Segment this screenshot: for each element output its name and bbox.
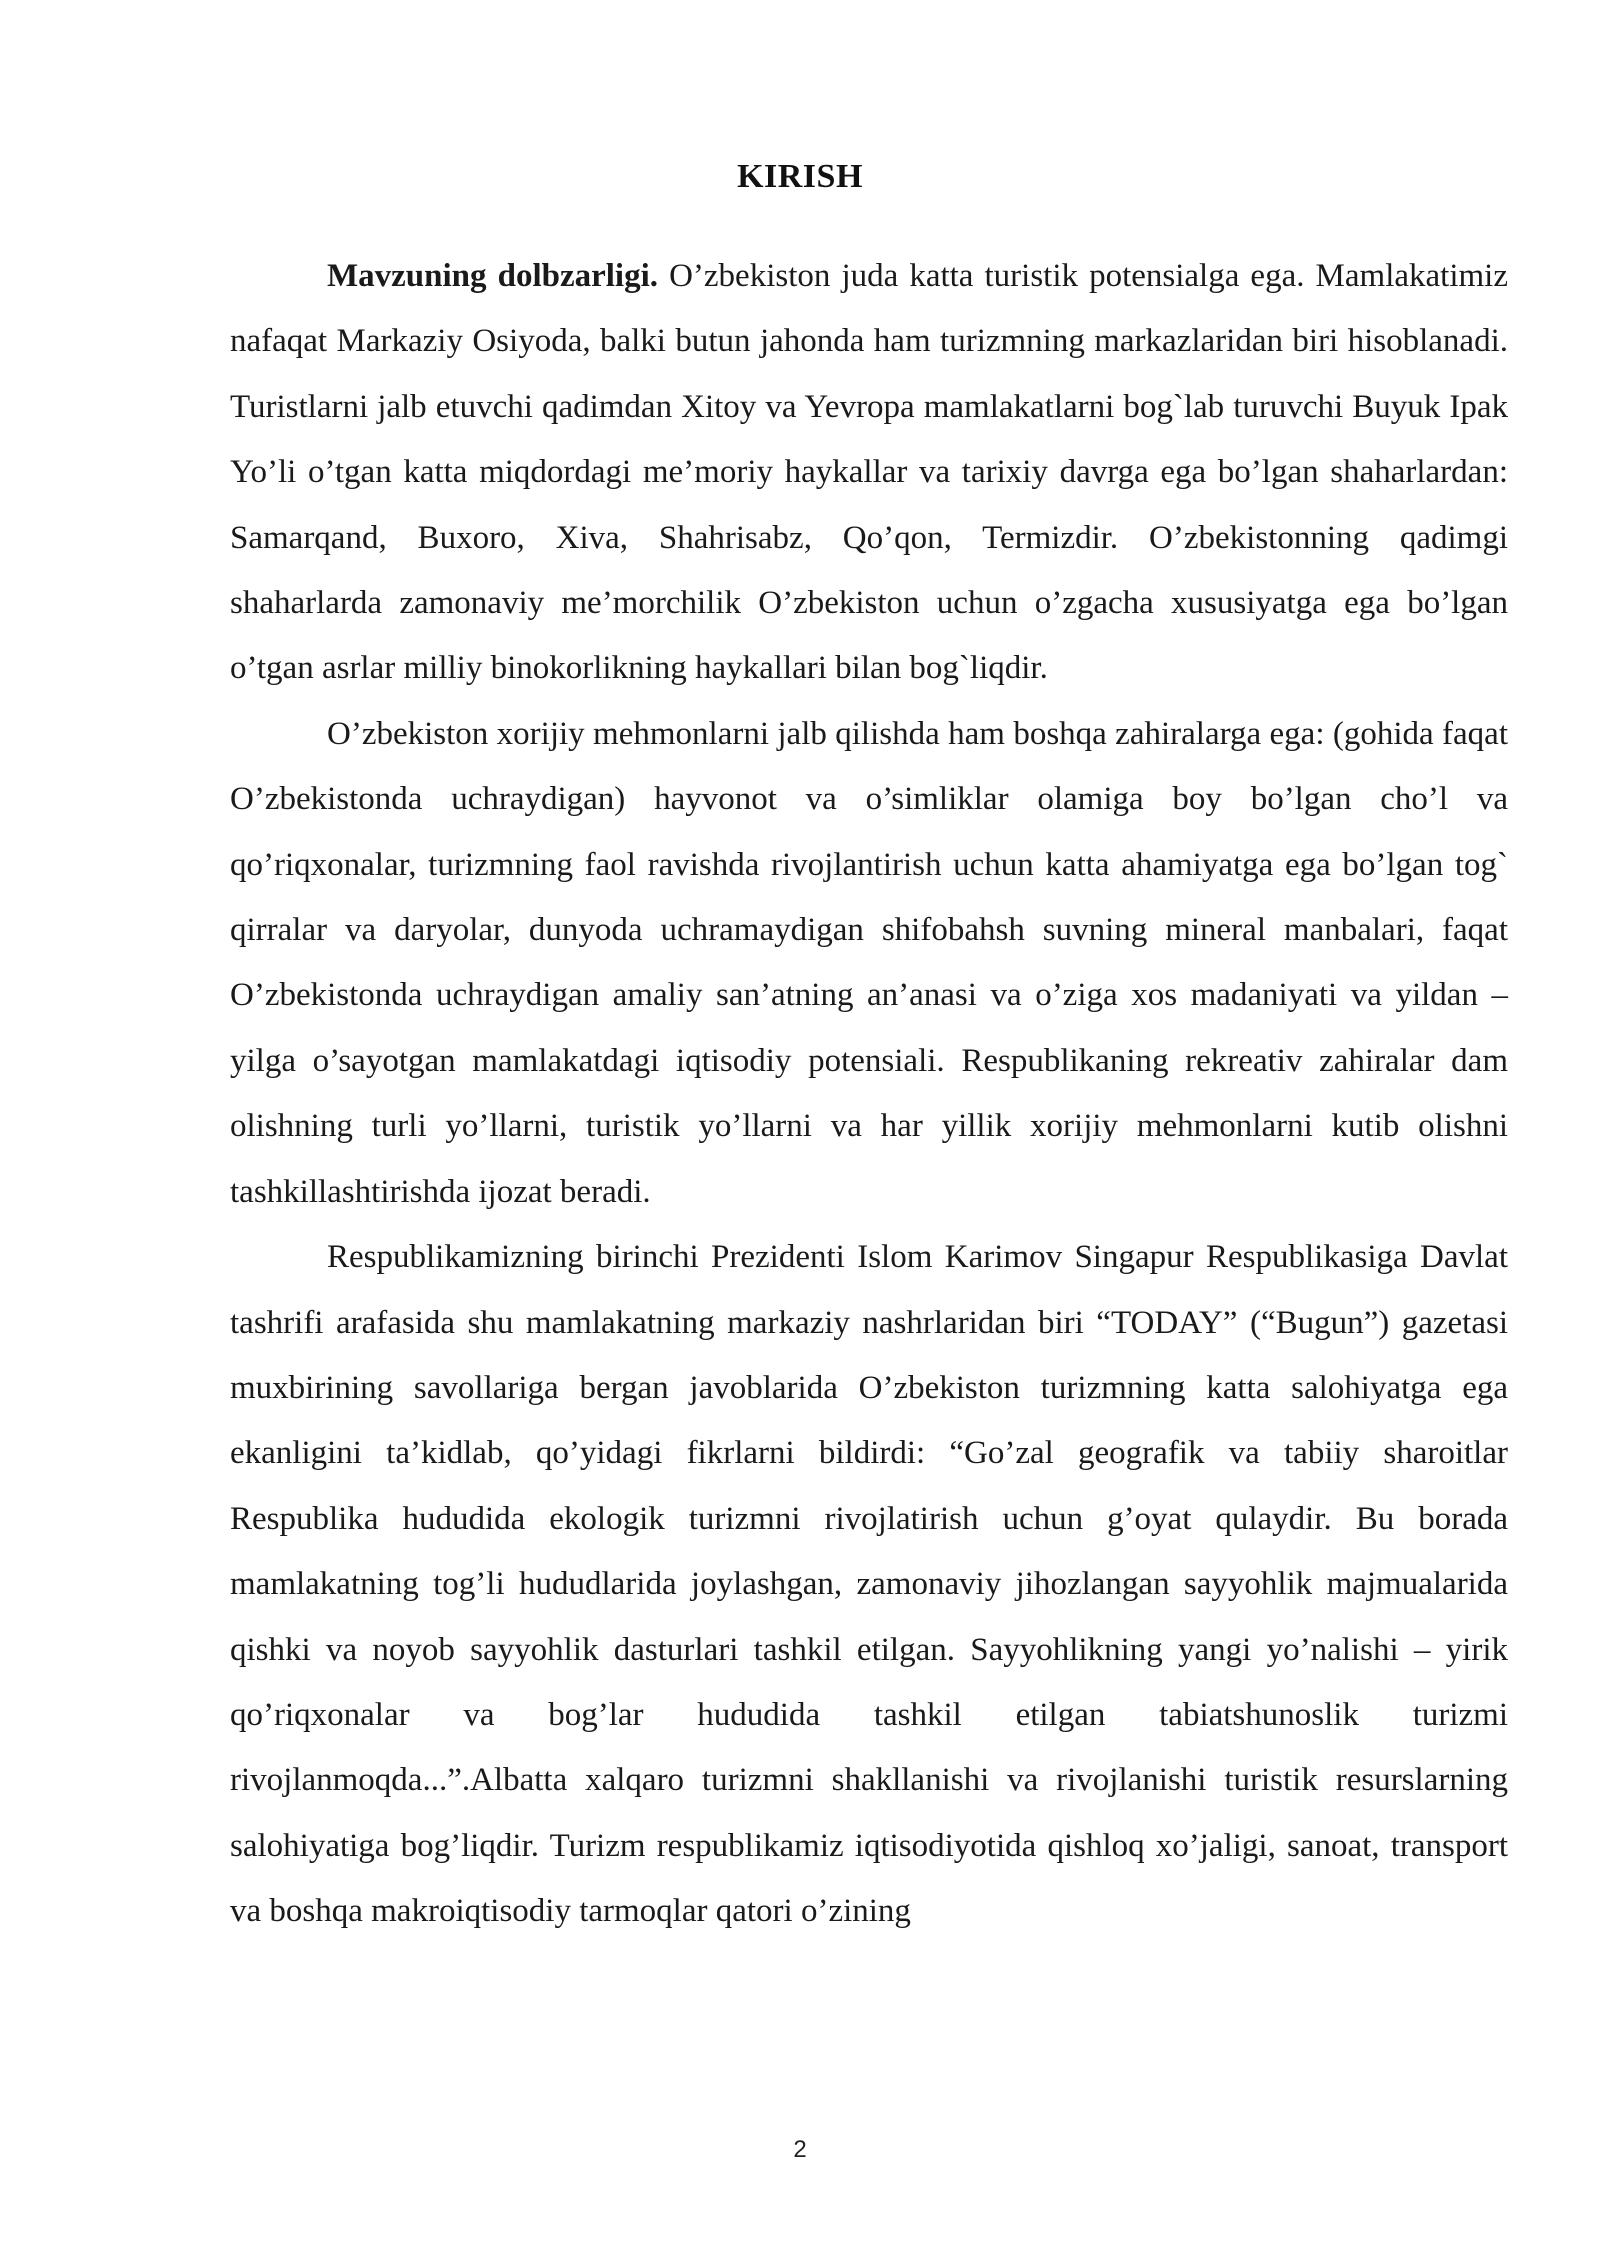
- paragraph-2: [230, 702, 1508, 1225]
- paragraph-text: O’zbekiston xorijiy mehmonlarni jalb qilishda ham boshqa zahiralarga ega: (gohida faqat O’zbekistonda uchraydigan) hayvonot va o’simliklar olamiga boy bo’lgan cho’l va qo’riqxonalar, turizmning faol ravishda rivojlantirish uchun katta ahamiyatga ega bo’lgan tog` qirralar va daryolar, dunyoda uchramaydigan shifobahsh suvning mineral manbalari, faqat O’zbekistonda uchraydigan amaliy san’atning an’anasi va o’ziga xos madaniyati va yildan – yilga o’sayotgan mamlakatdagi iqtisodiy potensiali. Respublikaning rekreativ zahiralar dam olishning turli yo’llarni, turistik yo’llarni va har yillik xorijiy mehmonlarni kutib olishni tashkillashtirishda ijozat beradi.: [230, 715, 1508, 1210]
- paragraph-text: Respublikamizning birinchi Prezidenti Islom Karimov Singapur Respublikasiga Davlat tashrifi arafasida shu mamlakatning markaziy nashrlaridan biri “TODAY” (“Bugun”) gazetasi muxbirining savollariga bergan javoblarida O’zbekiston turizmning katta salohiyatga ega ekanligini ta’kidlab, qo’yidagi fikrlarni bildirdi: “Go’zal geografik va tabiiy sharoitlar Respublika hududida ekologik turizmni rivojlatirish uchun g’oyat qulaydir. Bu borada mamlakatning tog’li hududlarida joylashgan, zamonaviy jihozlangan sayyohlik majmualarida qishki va noyob sayyohlik dasturlari tashkil etilgan. Sayyohlikning yangi yo’nalishi – yirik qo’riqxonalar va bog’lar hududida tashkil etilgan tabiatshunoslik turizmi rivojlanmoqda...”.Albatta xalqaro turizmni shakllanishi va rivojlanishi turistik resurslarning salohiyatiga bog’liqdir. Turizm respublikamiz iqtisodiyotida qishloq xo’jaligi, sanoat, transport va boshqa makroiqtisodiy tarmoqlar qatori o’zining: [230, 1239, 1508, 1930]
- document-body: [230, 244, 1508, 1945]
- paragraph-lead: Mavzuning dolbzarligi.: [327, 258, 659, 294]
- paragraph-1: [230, 244, 1508, 702]
- paragraph-text: O’zbekiston juda katta turistik potensialga ega. Mamlakatimiz nafaqat Markaziy Osiyoda, balki butun jahonda ham turizmning markazlaridan biri hisoblanadi. Turistlarni jalb etuvchi qadimdan Xitoy va Yevropa mamlakatlarni bog`lab turuvchi Buyuk Ipak Yo’li o’tgan katta miqdordagi me’moriy haykallar va tarixiy davrga ega bo’lgan shaharlardan: Samarqand, Buxoro, Xiva, Shahrisabz, Qo’qon, Termizdir. O’zbekistonning qadimgi shaharlarda zamonaviy me’morchilik O’zbekiston uchun o’zgacha xususiyatga ega bo’lgan o’tgan asrlar milliy binokorlikning haykallari bilan bog`liqdir.: [230, 258, 1508, 687]
- page-title: KIRISH: [737, 158, 863, 195]
- page-number: 2: [793, 2136, 807, 2163]
- paragraph-3: [230, 1225, 1508, 1944]
